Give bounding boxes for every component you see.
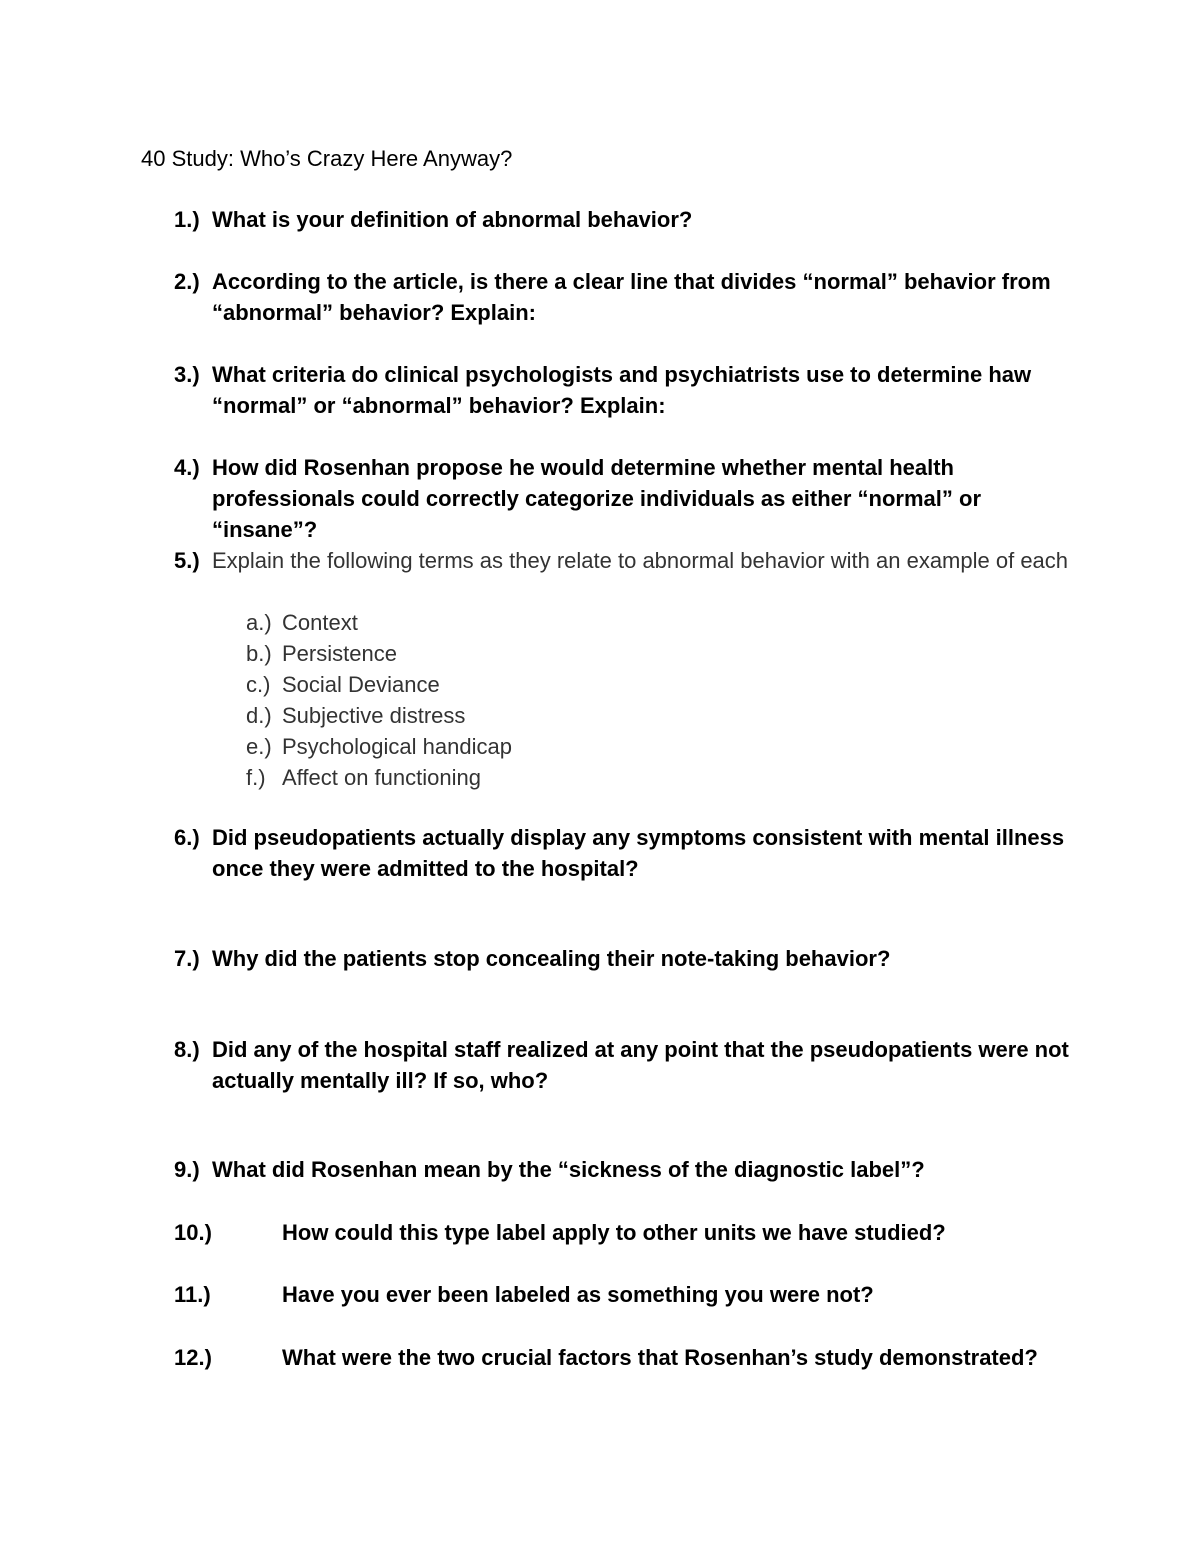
question-number: 10.) <box>174 1220 212 1245</box>
question-number: 12.) <box>174 1345 212 1370</box>
term-letter: a.) <box>246 610 272 635</box>
question-text: Did pseudopatients actually display any symptoms consistent with mental illness once they were admitted to the hospital? <box>212 825 1065 881</box>
question-text: Did any of the hospital staff realized at any point that the pseudopatients were not actually mentally ill? If so, who? <box>212 1037 1069 1093</box>
term-label: Social Deviance <box>282 672 440 697</box>
term-letter: d.) <box>246 703 272 728</box>
question-6 <box>174 822 1074 884</box>
question-8 <box>174 1034 1074 1096</box>
question-number: 2.) <box>174 269 200 294</box>
term-letter: c.) <box>246 672 271 697</box>
question-number: 1.) <box>174 207 200 232</box>
question-2 <box>174 266 1074 328</box>
question-3 <box>174 359 1074 421</box>
question-10 <box>174 1217 1074 1248</box>
question-number: 11.) <box>174 1282 211 1307</box>
question-text: What did Rosenhan mean by the “sickness of the diagnostic label”? <box>212 1157 925 1182</box>
term-item <box>246 638 397 669</box>
question-1 <box>174 204 1074 235</box>
term-item <box>246 607 358 638</box>
question-number: 6.) <box>174 825 200 850</box>
term-label: Subjective distress <box>282 703 466 728</box>
term-item <box>246 669 440 700</box>
question-number: 3.) <box>174 362 200 387</box>
term-label: Affect on functioning <box>282 765 481 790</box>
term-letter: b.) <box>246 641 272 666</box>
question-text: According to the article, is there a clear line that divides “normal” behavior from “abnormal” behavior? Explain: <box>212 269 1051 325</box>
question-5 <box>174 545 1074 576</box>
question-text: What criteria do clinical psychologists and psychiatrists use to determine haw “normal” or “abnormal” behavior? Explain: <box>212 362 1032 418</box>
question-text: How could this type label apply to other units we have studied? <box>282 1220 946 1245</box>
question-number: 9.) <box>174 1157 200 1182</box>
question-text: What is your definition of abnormal behavior? <box>212 207 693 232</box>
question-number: 7.) <box>174 946 200 971</box>
question-11 <box>174 1279 1074 1310</box>
question-12 <box>174 1342 1074 1373</box>
question-text: Why did the patients stop concealing their note-taking behavior? <box>212 946 891 971</box>
question-number: 8.) <box>174 1037 200 1062</box>
term-letter: e.) <box>246 734 272 759</box>
term-item <box>246 762 481 793</box>
question-text: What were the two crucial factors that Rosenhan’s study demonstrated? <box>282 1345 1038 1370</box>
term-item <box>246 700 465 731</box>
term-letter: f.) <box>246 765 266 790</box>
term-label: Context <box>282 610 358 635</box>
term-label: Persistence <box>282 641 397 666</box>
question-text: Have you ever been labeled as something you were not? <box>282 1282 874 1307</box>
page-title: 40 Study: Who’s Crazy Here Anyway? <box>141 146 513 171</box>
term-label: Psychological handicap <box>282 734 512 759</box>
question-7 <box>174 943 1074 974</box>
question-number: 5.) <box>174 548 200 573</box>
question-9 <box>174 1154 1074 1185</box>
question-text: How did Rosenhan propose he would determine whether mental health professionals could correctly categorize individuals as either “normal” or “insane”? <box>212 455 982 542</box>
question-text: Explain the following terms as they relate to abnormal behavior with an example of each <box>212 548 1069 573</box>
question-4 <box>174 452 1074 545</box>
term-item <box>246 731 512 762</box>
question-number: 4.) <box>174 455 200 480</box>
